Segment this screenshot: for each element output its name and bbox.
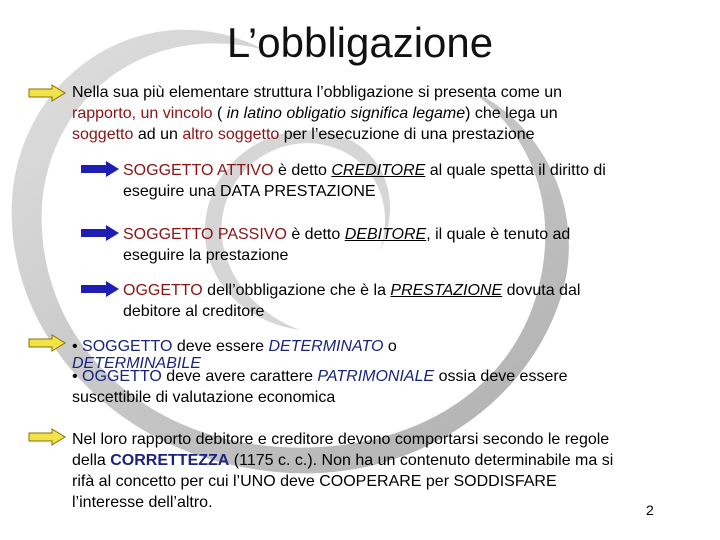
italic-text: in latino obligatio significa legame xyxy=(226,105,466,122)
page-title: L’obbligazione xyxy=(226,19,494,66)
text: dell’obbligazione che è la xyxy=(202,282,391,299)
italic-underlined-text: PRESTAZIONE xyxy=(390,282,503,299)
arrow-icon xyxy=(28,334,66,352)
highlight-text: OGGETTO xyxy=(123,282,203,299)
text: ( xyxy=(212,105,227,122)
page-number: 2 xyxy=(646,502,654,518)
text: rifà al concetto per cui l’UNO deve COOPERARE per SODDISFARE xyxy=(72,473,557,490)
highlight-text: SOGGETTO ATTIVO xyxy=(123,162,274,179)
paragraph-line xyxy=(72,103,558,124)
paragraph-line xyxy=(72,124,535,145)
highlight-text: altro soggetto xyxy=(182,126,280,143)
sub-item-line xyxy=(123,245,288,266)
paragraph-line xyxy=(72,429,609,450)
arrow-icon xyxy=(80,224,120,242)
highlight-text: SOGGETTO PASSIVO xyxy=(123,226,287,243)
paragraph-line xyxy=(72,492,213,513)
bullet-dot: • xyxy=(72,368,83,385)
paragraph-line xyxy=(72,82,562,103)
highlight-text: SOGGETTO xyxy=(82,338,173,355)
highlight-text: CORRETTEZZA xyxy=(110,452,230,469)
text: debitore al creditore xyxy=(123,303,265,320)
text: , il quale è tenuto ad xyxy=(426,226,571,243)
text: Nella sua più elementare struttura l’obbligazione si presenta come un xyxy=(72,84,563,101)
italic-text: DETERMINATO xyxy=(268,338,384,355)
arrow-icon xyxy=(28,428,66,446)
italic-underlined-text: DEBITORE xyxy=(344,226,427,243)
text: l’interesse dell’altro. xyxy=(72,494,213,511)
arrow-icon xyxy=(28,84,66,102)
highlight-text: rapporto, un vincolo xyxy=(72,105,213,122)
italic-text: DETERMINABILE xyxy=(72,355,201,372)
italic-text: PATRIMONIALE xyxy=(317,368,435,385)
arrow-icon xyxy=(80,280,120,298)
text: è detto xyxy=(273,162,332,179)
text: al quale spetta il diritto di xyxy=(425,162,606,179)
arrow-icon xyxy=(80,160,120,178)
highlight-text: OGGETTO xyxy=(82,368,162,385)
text: Nel loro rapporto debitore e creditore devono comportarsi secondo le regole xyxy=(72,431,610,448)
paragraph-line xyxy=(72,450,613,471)
bullet-line xyxy=(72,387,335,408)
bullet-line xyxy=(72,366,568,387)
text: dovuta dal xyxy=(502,282,581,299)
paragraph-line xyxy=(72,471,557,492)
sub-item-line xyxy=(123,181,376,202)
text: della xyxy=(72,452,111,469)
text: o xyxy=(383,338,397,355)
text: ossia deve essere xyxy=(434,368,568,385)
text: deve avere carattere xyxy=(161,368,318,385)
sub-item-line xyxy=(123,280,580,301)
highlight-text: soggetto xyxy=(72,126,134,143)
text: (1175 c. c.). Non ha un contenuto determinabile ma si xyxy=(229,452,614,469)
sub-item-line xyxy=(123,160,606,181)
text: ) che lega un xyxy=(465,105,558,122)
text: eseguire una DATA PRESTAZIONE xyxy=(123,183,376,200)
text: per l’esecuzione di una prestazione xyxy=(279,126,535,143)
text: eseguire la prestazione xyxy=(123,247,289,264)
bullet-dot: • xyxy=(72,338,83,355)
sub-item-line xyxy=(123,224,570,245)
italic-underlined-text: CREDITORE xyxy=(331,162,426,179)
text: suscettibile di valutazione economica xyxy=(72,389,336,406)
text: è detto xyxy=(286,226,345,243)
text: deve essere xyxy=(172,338,269,355)
text: ad un xyxy=(133,126,183,143)
sub-item-line xyxy=(123,301,264,322)
